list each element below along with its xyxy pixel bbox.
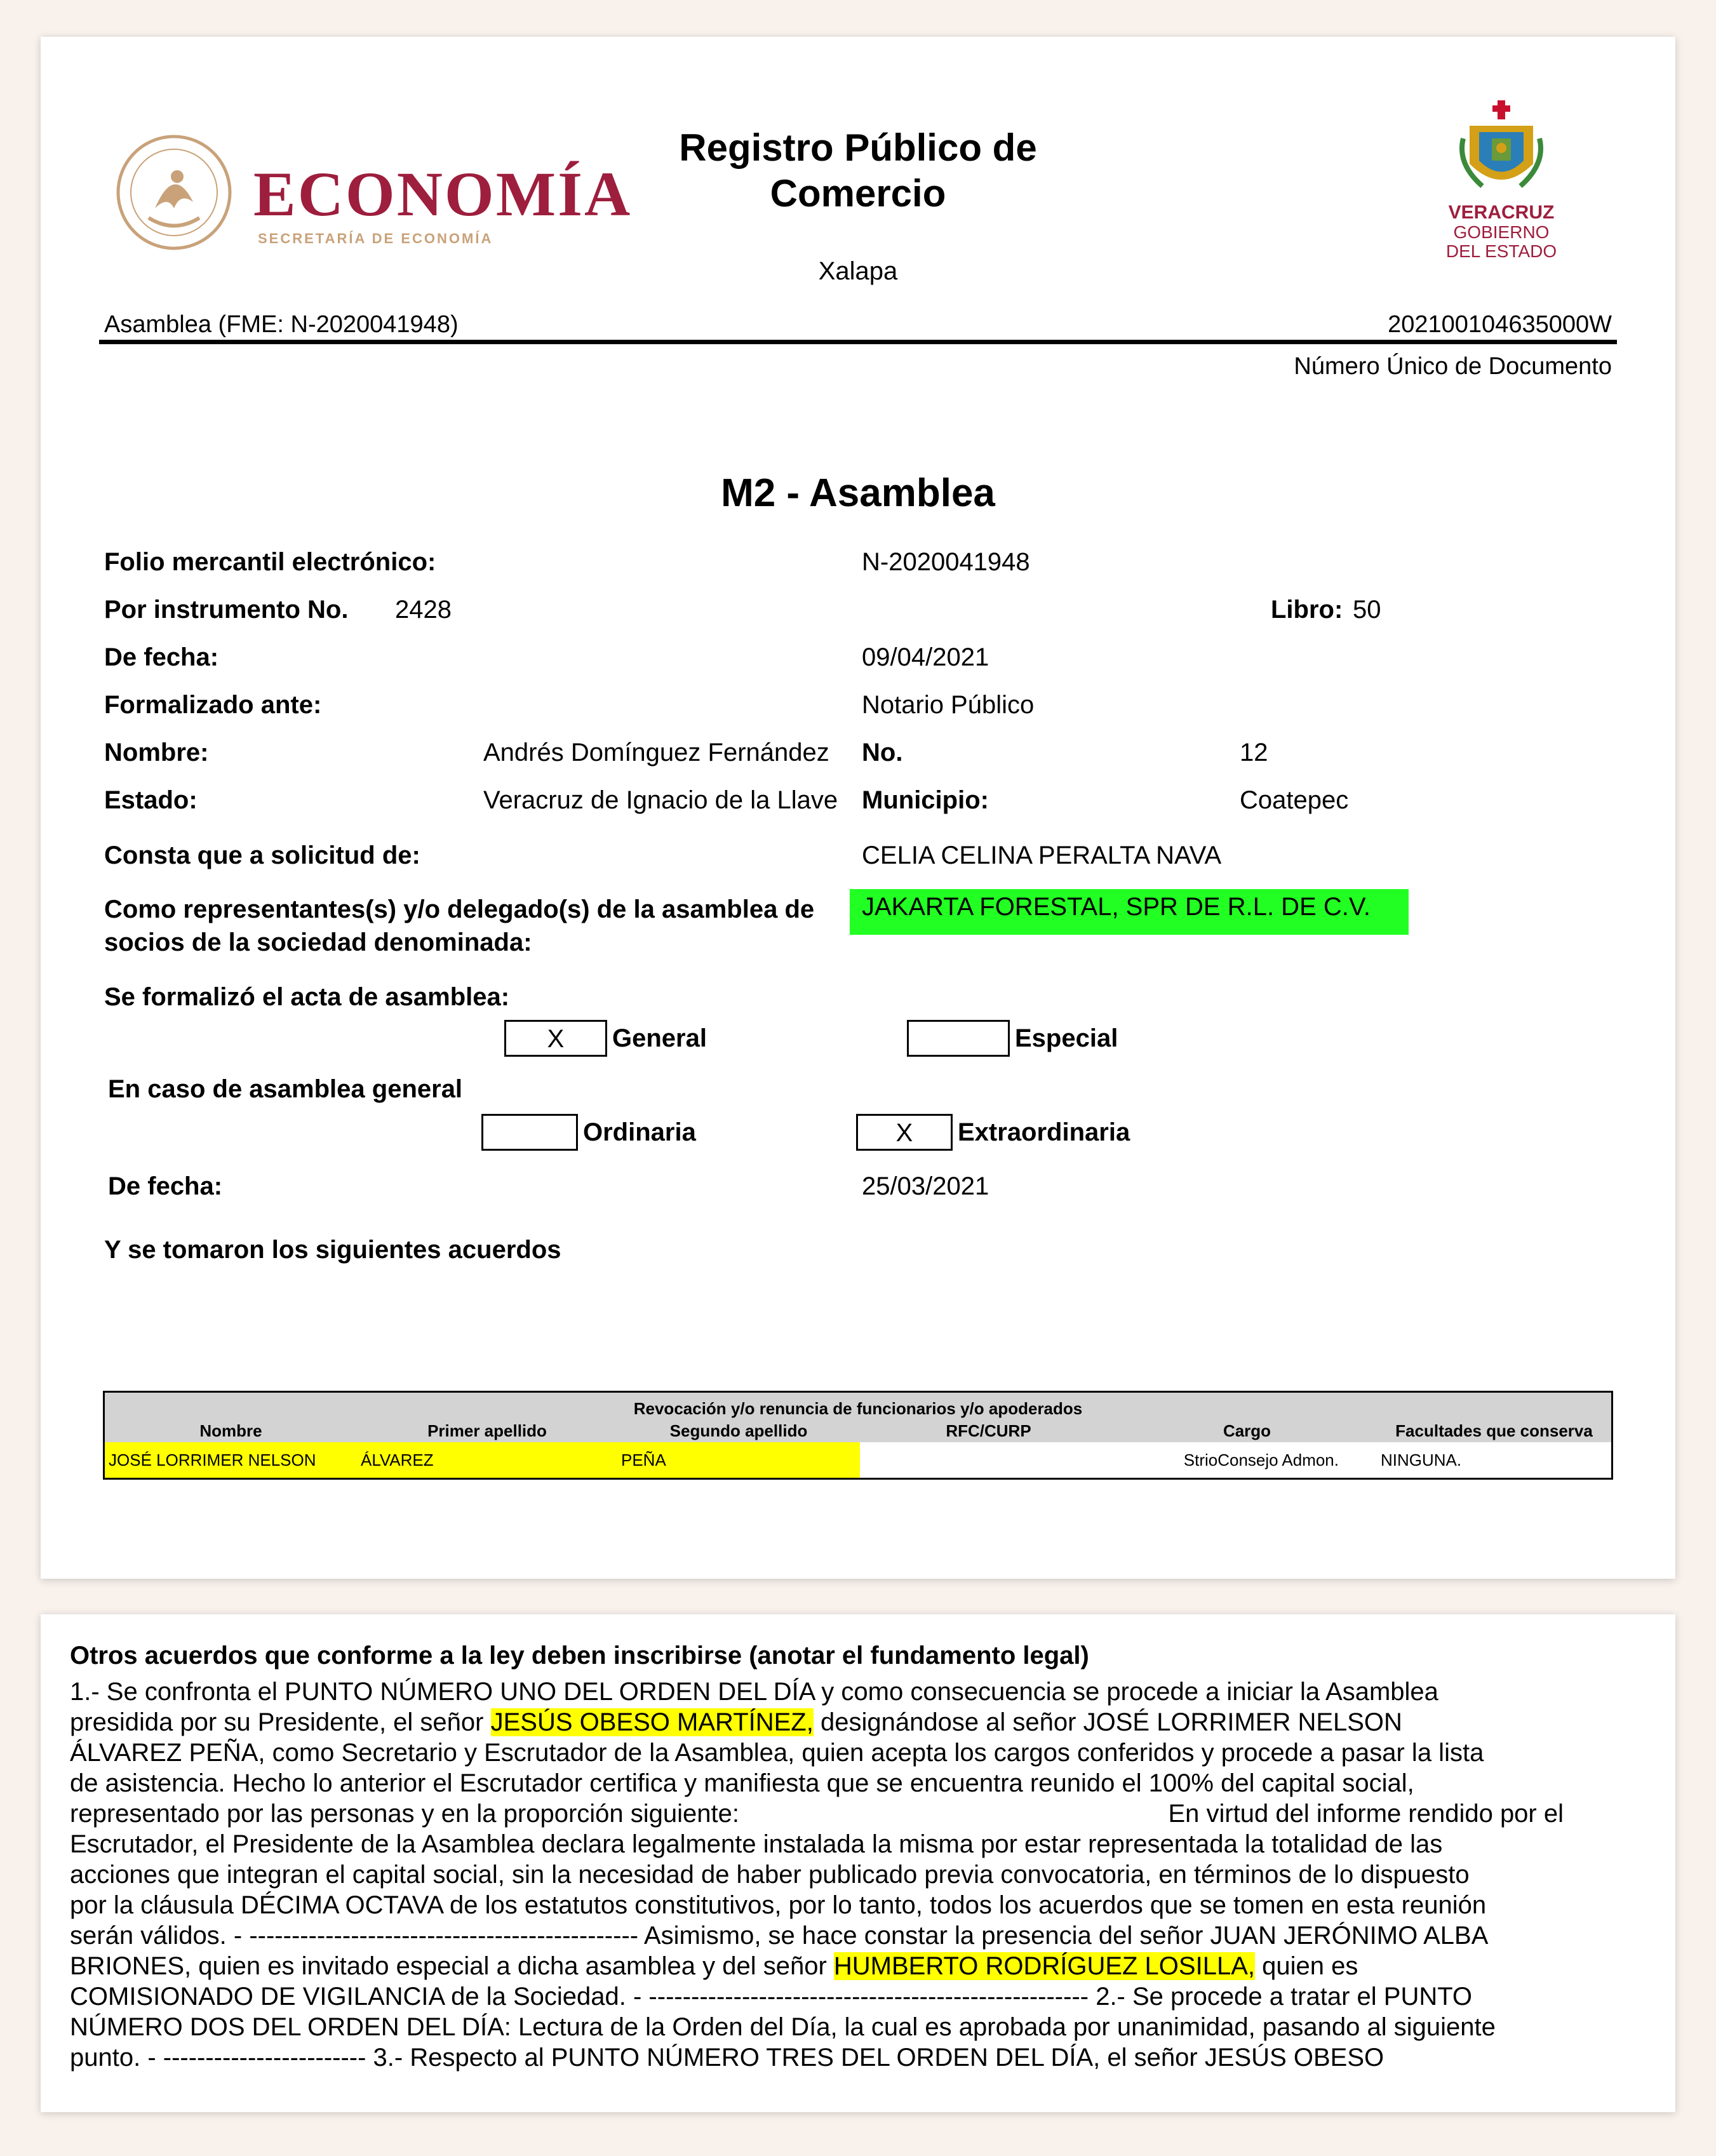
table-cell-rfc — [860, 1442, 1117, 1479]
fecha2-value: 25/03/2021 — [862, 1172, 989, 1200]
page-title-line2: Comercio — [770, 172, 946, 215]
no-value: 12 — [1240, 739, 1268, 767]
municipio-label: Municipio: — [862, 786, 989, 814]
solicitud-value: CELIA CELINA PERALTA NAVA — [862, 841, 1222, 869]
acuerdos-paragraph — [70, 1677, 1639, 2073]
table-cell-cargo: StrioConsejo Admon. — [1183, 1450, 1339, 1470]
column-header: Cargo — [1117, 1420, 1377, 1442]
paragraph-line: NÚMERO DOS DEL ORDEN DEL DÍA: Lectura de la Orden del Día, la cual es aprobada por unanimidad, pasando al siguiente — [70, 2013, 1496, 2041]
table-title: Revocación y/o renuncia de funcionarios y/o apoderados — [104, 1392, 1612, 1421]
form-heading: M2 - Asamblea — [721, 471, 995, 515]
general-checkbox[interactable]: X — [504, 1020, 607, 1057]
no-label: No. — [862, 739, 903, 767]
solicitud-label: Consta que a solicitud de: — [104, 841, 420, 869]
veracruz-logo-line1: VERACRUZ — [1448, 202, 1555, 223]
paragraph-line: acciones que integran el capital social, sin la necesidad de haber publicado previa convocatoria, en términos de lo dispuesto — [70, 1861, 1470, 1889]
paragraph-line: COMISIONADO DE VIGILANCIA de la Sociedad. - ---------------------------------------------------- 2.- Se procede a tratar el PUNTO — [70, 1983, 1473, 2011]
paragraph-line: 1.- Se confronta el PUNTO NÚMERO UNO DEL ORDEN DEL DÍA y como consecuencia se procede a iniciar la Asamblea — [70, 1678, 1438, 1706]
otros-acuerdos-heading: Otros acuerdos que conforme a la ley deben inscribirse (anotar el fundamento legal) — [70, 1642, 1089, 1670]
column-header: Facultades que conserva — [1377, 1420, 1612, 1442]
table-cell-facultades: NINGUNA. — [1381, 1450, 1462, 1470]
caso-label: En caso de asamblea general — [108, 1075, 463, 1103]
acuerdos-label: Y se tomaron los siguientes acuerdos — [104, 1236, 561, 1264]
header-divider — [99, 340, 1617, 344]
sociedad-value: JAKARTA FORESTAL, SPR DE R.L. DE C.V. — [862, 893, 1371, 921]
column-header: Segundo apellido — [617, 1420, 860, 1442]
asamblea-reference: Asamblea (FME: N-2020041948) — [104, 311, 459, 338]
libro-value: 50 — [1353, 596, 1381, 624]
page-title-line1: Registro Público de — [679, 126, 1037, 169]
document-number: 202100104635000W — [1388, 311, 1612, 338]
paragraph-line: Escrutador, el Presidente de la Asamblea declara legalmente instalada la misma por estar representada la totalidad de las — [70, 1830, 1443, 1858]
nombre-label: Nombre: — [104, 739, 209, 767]
formalizado-value: Notario Público — [862, 691, 1035, 719]
paragraph-line: serán válidos. - ---------------------------------------------- Asimismo, se hace constar la presencia del señor JUAN JERÓNIMO ALBA — [70, 1922, 1489, 1950]
document-page-2 — [41, 1614, 1675, 2112]
estado-label: Estado: — [104, 786, 198, 814]
table-row — [104, 1442, 1612, 1479]
column-header: Nombre — [104, 1420, 358, 1442]
folio-label: Folio mercantil electrónico: — [104, 548, 436, 576]
representantes-label-line1: Como representantes(s) y/o delegado(s) de la asamblea de — [104, 895, 815, 923]
fecha2-label: De fecha: — [108, 1172, 223, 1200]
revocation-table — [103, 1391, 1613, 1480]
extraordinaria-checkbox[interactable]: X — [856, 1114, 953, 1151]
paragraph-line: por la cláusula DÉCIMA OCTAVA de los estatutos constitutivos, por lo tanto, todos los acuerdos que se tomen en esta reunión — [70, 1891, 1487, 1919]
paragraph-line: punto. - ------------------------ 3.- Respecto al PUNTO NÚMERO TRES DEL ORDEN DEL DÍA, el señor JESÚS OBESO — [70, 2044, 1384, 2072]
nombre-value: Andrés Domínguez Fernández — [483, 739, 829, 767]
acta-label: Se formalizó el acta de asamblea: — [104, 983, 510, 1011]
paragraph-line: BRIONES, quien es invitado especial a dicha asamblea y del señor HUMBERTO RODRÍGUEZ LOSILLA, quien es — [70, 1952, 1358, 1980]
paragraph-line: presidida por su Presidente, el señor JESÚS OBESO MARTÍNEZ, designándose al señor JOSÉ LORRIMER NELSON — [70, 1708, 1402, 1736]
veracruz-logo-line2: GOBIERNO — [1453, 222, 1550, 242]
table-cell-primer-apellido: ÁLVAREZ — [357, 1442, 617, 1479]
formalizado-label: Formalizado ante: — [104, 691, 322, 719]
especial-checkbox[interactable] — [907, 1020, 1010, 1057]
fecha-label: De fecha: — [104, 643, 219, 671]
veracruz-logo — [1425, 100, 1578, 304]
table-cell-nombre: JOSÉ LORRIMER NELSON — [104, 1442, 358, 1479]
veracruz-logo-line3: DEL ESTADO — [1445, 241, 1557, 261]
instrumento-value: 2428 — [395, 596, 452, 624]
document-number-label: Número Único de Documento — [1294, 353, 1612, 380]
especial-label: Especial — [1015, 1024, 1118, 1052]
ordinaria-label: Ordinaria — [583, 1118, 696, 1146]
fecha-value: 09/04/2021 — [862, 643, 989, 671]
instrumento-label: Por instrumento No. — [104, 596, 349, 624]
column-header: RFC/CURP — [860, 1420, 1117, 1442]
folio-value: N-2020041948 — [862, 548, 1030, 576]
paragraph-line: representado por las personas y en la proporción siguiente: En virtud del informe rendido por el — [70, 1800, 1564, 1828]
ordinaria-checkbox[interactable] — [481, 1114, 578, 1151]
highlighted-name: JESÚS OBESO MARTÍNEZ, — [490, 1708, 814, 1736]
paragraph-line: ÁLVAREZ PEÑA, como Secretario y Escrutador de la Asamblea, quien acepta los cargos conferidos y procede a pasar la lista — [70, 1739, 1484, 1767]
veracruz-coat-of-arms-icon — [1457, 100, 1546, 196]
representantes-label-line2: socios de la sociedad denominada: — [104, 928, 532, 956]
municipio-value: Coatepec — [1240, 786, 1349, 814]
document-page-1 — [41, 37, 1675, 1579]
economia-logo-subtitle: SECRETARÍA DE ECONOMÍA — [258, 231, 493, 246]
table-cell-segundo-apellido: PEÑA — [617, 1442, 860, 1479]
city-label: Xalapa — [818, 257, 898, 285]
column-header: Primer apellido — [357, 1420, 617, 1442]
highlighted-name: HUMBERTO RODRÍGUEZ LOSILLA, — [833, 1952, 1255, 1980]
libro-label: Libro: — [1271, 596, 1343, 624]
estado-value: Veracruz de Ignacio de la Llave — [483, 786, 838, 814]
economia-logo-title: ECONOMÍA — [253, 159, 633, 229]
general-label: General — [612, 1024, 707, 1052]
paragraph-line: de asistencia. Hecho lo anterior el Escrutador certifica y manifiesta que se encuentra reunido el 100% del capital social, — [70, 1769, 1414, 1797]
extraordinaria-label: Extraordinaria — [958, 1118, 1130, 1146]
